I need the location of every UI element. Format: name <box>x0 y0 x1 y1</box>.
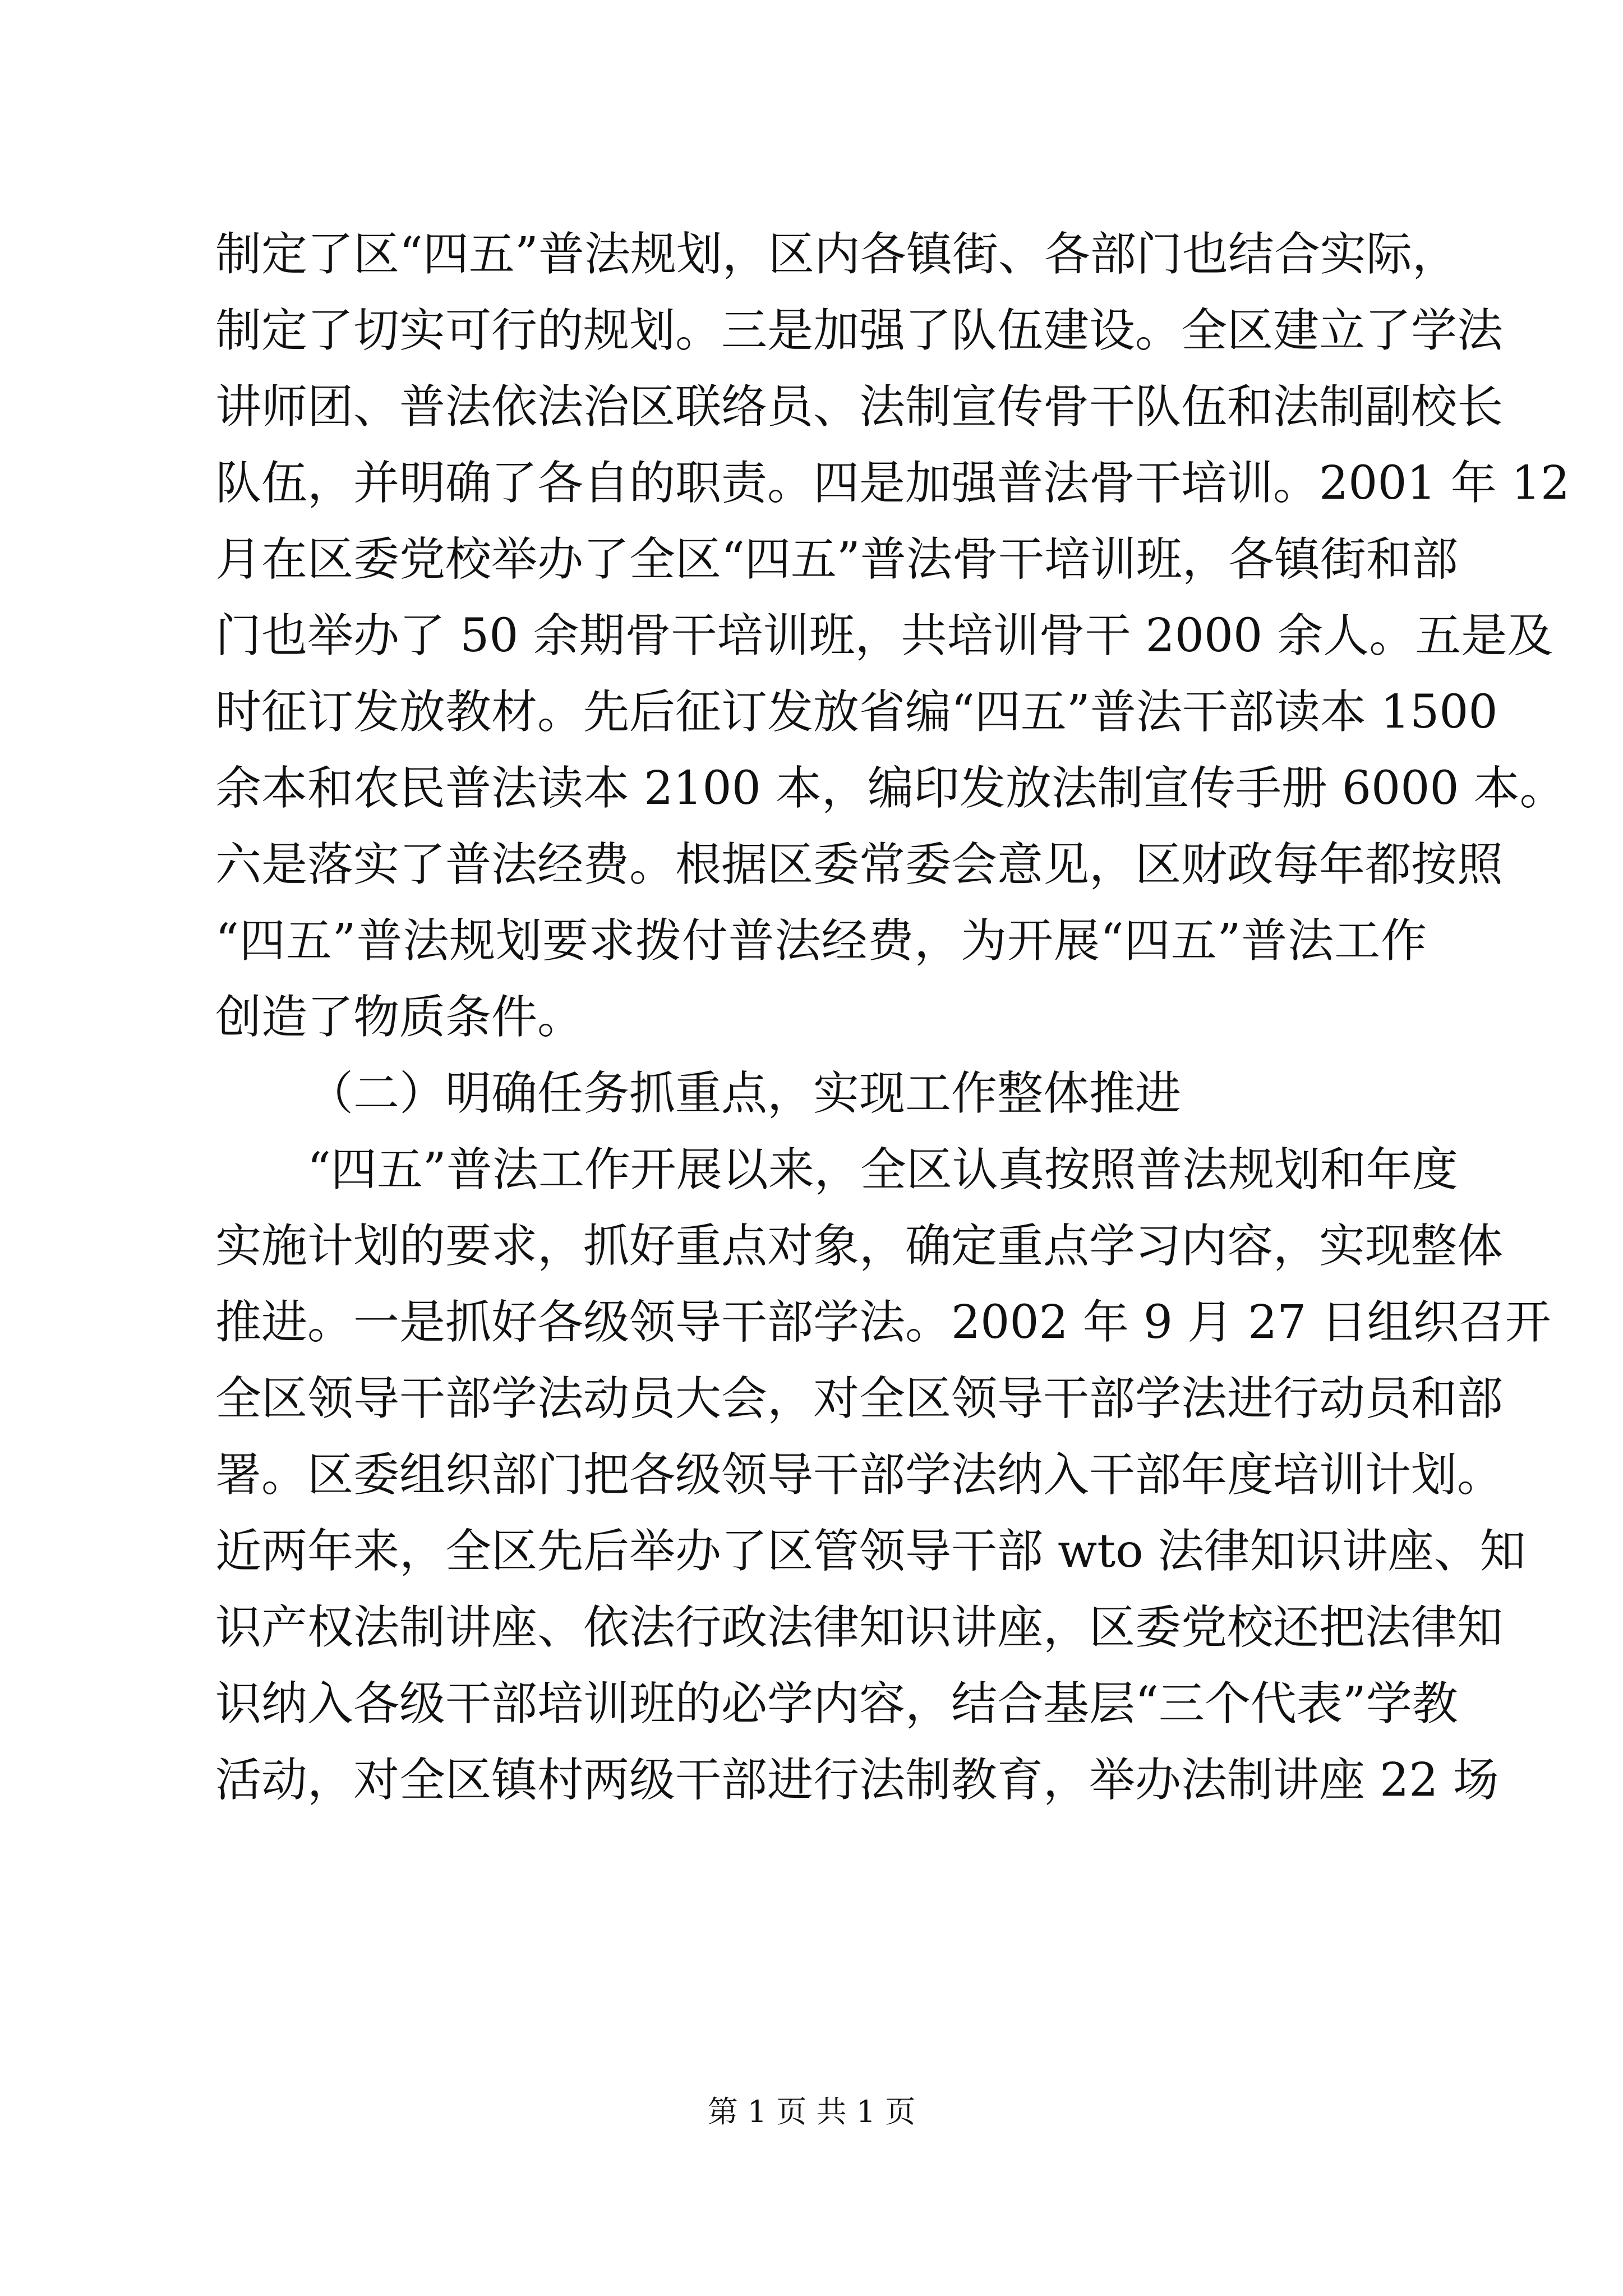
text-line: 时征订发放教材。先后征订发放省编“四五”普法干部读本 1500 <box>215 685 1498 739</box>
text-line: “四五”普法规划要求拨付普法经费，为开展“四五”普法工作 <box>215 914 1427 968</box>
text-line: 署。区委组织部门把各级领导干部学法纳入干部年度培训计划。 <box>215 1448 1504 1502</box>
text-line: 实施计划的要求，抓好重点对象，确定重点学习内容，实现整体 <box>215 1220 1504 1273</box>
text-line: 月在区委党校举办了全区“四五”普法骨干培训班，各镇街和部 <box>215 533 1458 586</box>
text-line: 活动，对全区镇村两级干部进行法制教育，举办法制讲座 22 场 <box>215 1754 1499 1807</box>
text-line: 讲师团、普法依法治区联络员、法制宣传骨干队伍和法制副校长 <box>215 380 1504 434</box>
text-line: 门也举办了 50 余期骨干培训班，共培训骨干 2000 余人。五是及 <box>215 609 1553 662</box>
document-body <box>215 217 1570 1819</box>
text-line: 近两年来，全区先后举办了区管领导干部 wto 法律知识讲座、知 <box>215 1525 1526 1578</box>
text-line: 识产权法制讲座、依法行政法律知识讲座，区委党校还把法律知 <box>215 1601 1504 1654</box>
text-line: 制定了区“四五”普法规划，区内各镇街、各部门也结合实际， <box>215 228 1458 281</box>
text-line: 余本和农民普法读本 2100 本，编印发放法制宣传手册 6000 本。 <box>215 762 1566 815</box>
section-heading: （二）明确任务抓重点，实现工作整体推进 <box>307 1067 1182 1120</box>
text-line-paragraph-start: “四五”普法工作开展以来，全区认真按照普法规划和年度 <box>307 1143 1458 1197</box>
text-line: 队伍，并明确了各自的职责。四是加强普法骨干培训。2001 年 12 <box>215 457 1570 510</box>
text-line: 识纳入各级干部培训班的必学内容，结合基层“三个代表”学教 <box>215 1677 1458 1731</box>
text-line-paragraph-end: 创造了物质条件。 <box>215 991 584 1044</box>
page-footer: 第 1 页 共 1 页 <box>707 2094 916 2129</box>
text-line: 六是落实了普法经费。根据区委常委会意见，区财政每年都按照 <box>215 838 1504 891</box>
text-line: 推进。一是抓好各级领导干部学法。2002 年 9 月 27 日组织召开 <box>215 1296 1551 1349</box>
text-line: 全区领导干部学法动员大会，对全区领导干部学法进行动员和部 <box>215 1372 1504 1425</box>
text-line: 制定了切实可行的规划。三是加强了队伍建设。全区建立了学法 <box>215 304 1504 357</box>
